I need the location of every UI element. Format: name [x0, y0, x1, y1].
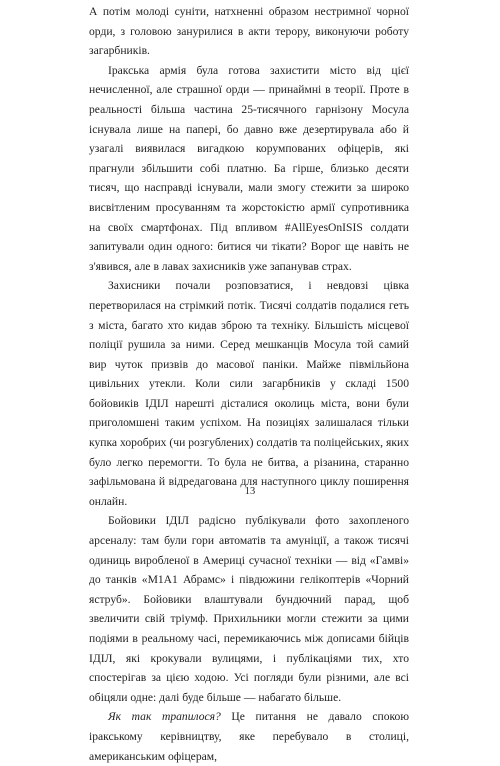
paragraph-1 [89, 2, 409, 61]
paragraph-5-italic-lead: Як так трапилося? [108, 710, 221, 724]
paragraph-4-text: Бойовики ІДІЛ радісно публікували фото захопленого арсеналу: там були гори автоматів та амуніції, а також тисячі одиниць виробленої в Америці сучасної техніки — від «Гамві» до танків «М1А1 Абрамс» і півдюжини гелікоптерів «Чорний яструб». Бойовики влаштували бундючний парад, щоб звеличити свій тріумф. Прихильники могли стежити за цими подіями в реальному часі, перемикаючись між дописами бійців ІДІЛ, які крокували вулицями, і публікаціями тих, хто спостерігав за цією ходою. Усі погляди були різними, але всі обіцяли одне: далі буде більше — набагато більше. [89, 514, 409, 704]
paragraph-1-text: А потім молоді суніти, натхненні образом нестримної чорної орди, з головою занурилися в акти терору, виконуючи роботу загарбників. [89, 5, 409, 58]
paragraph-5 [89, 707, 409, 766]
page-number: 13 [244, 486, 256, 497]
paragraph-2 [89, 61, 409, 277]
paragraph-4 [89, 511, 409, 707]
paragraph-2-text: Іракська армія була готова захистити місто від цієї нечисленної, але страшної орди — принаймні в теорії. Проте в реальності більша частина 25-тисячного гарнізону Мосула існувала лише на папері, бо давно вже дезертирувала або й узагалі виявилася вигадкою корумпованих офіцерів, які прагнули збільшити собі платню. Ба гірше, близько десяти тисяч, що насправді існували, мали змогу стежити за широко висвітленим просуванням та жорстокістю армії супротивника на своїх смартфонах. Під впливом #AllEyesOnISIS солдати запитували один одного: битися чи тікати? Ворог ще навіть не з'явився, але в лавах захисників уже запанував страх. [89, 63, 409, 273]
body-text [89, 2, 409, 766]
paragraph-3 [89, 276, 409, 511]
paragraph-3-text: Захисники почали розповзатися, і невдовзі цівка перетворилася на стрімкий потік. Тисячі солдатів подалися геть з міста, багато хто кидав зброю та техніку. Більшість місцевої поліції рушила за ними. Серед мешканців Мосула той самий вир чуток призвів до масової паніки. Майже півмільйона цивільних утекли. Коли сили загарбників у складі 1500 бойовиків ІДІЛ нарешті дісталися околиць міста, вони були приголомшені таким успіхом. На позиціях залишалася тільки купка хоробрих (чи розгублених) солдатів та поліцейських, яких було легко перемогти. То була не битва, а різанина, старанно зафільмована й відредагована для наступного циклу поширення онлайн. [89, 279, 409, 508]
paragraph-5-text: Це питання не давало спокою іракському керівництву, яке перебувало в столиці, американським офіцерам, [89, 710, 409, 763]
